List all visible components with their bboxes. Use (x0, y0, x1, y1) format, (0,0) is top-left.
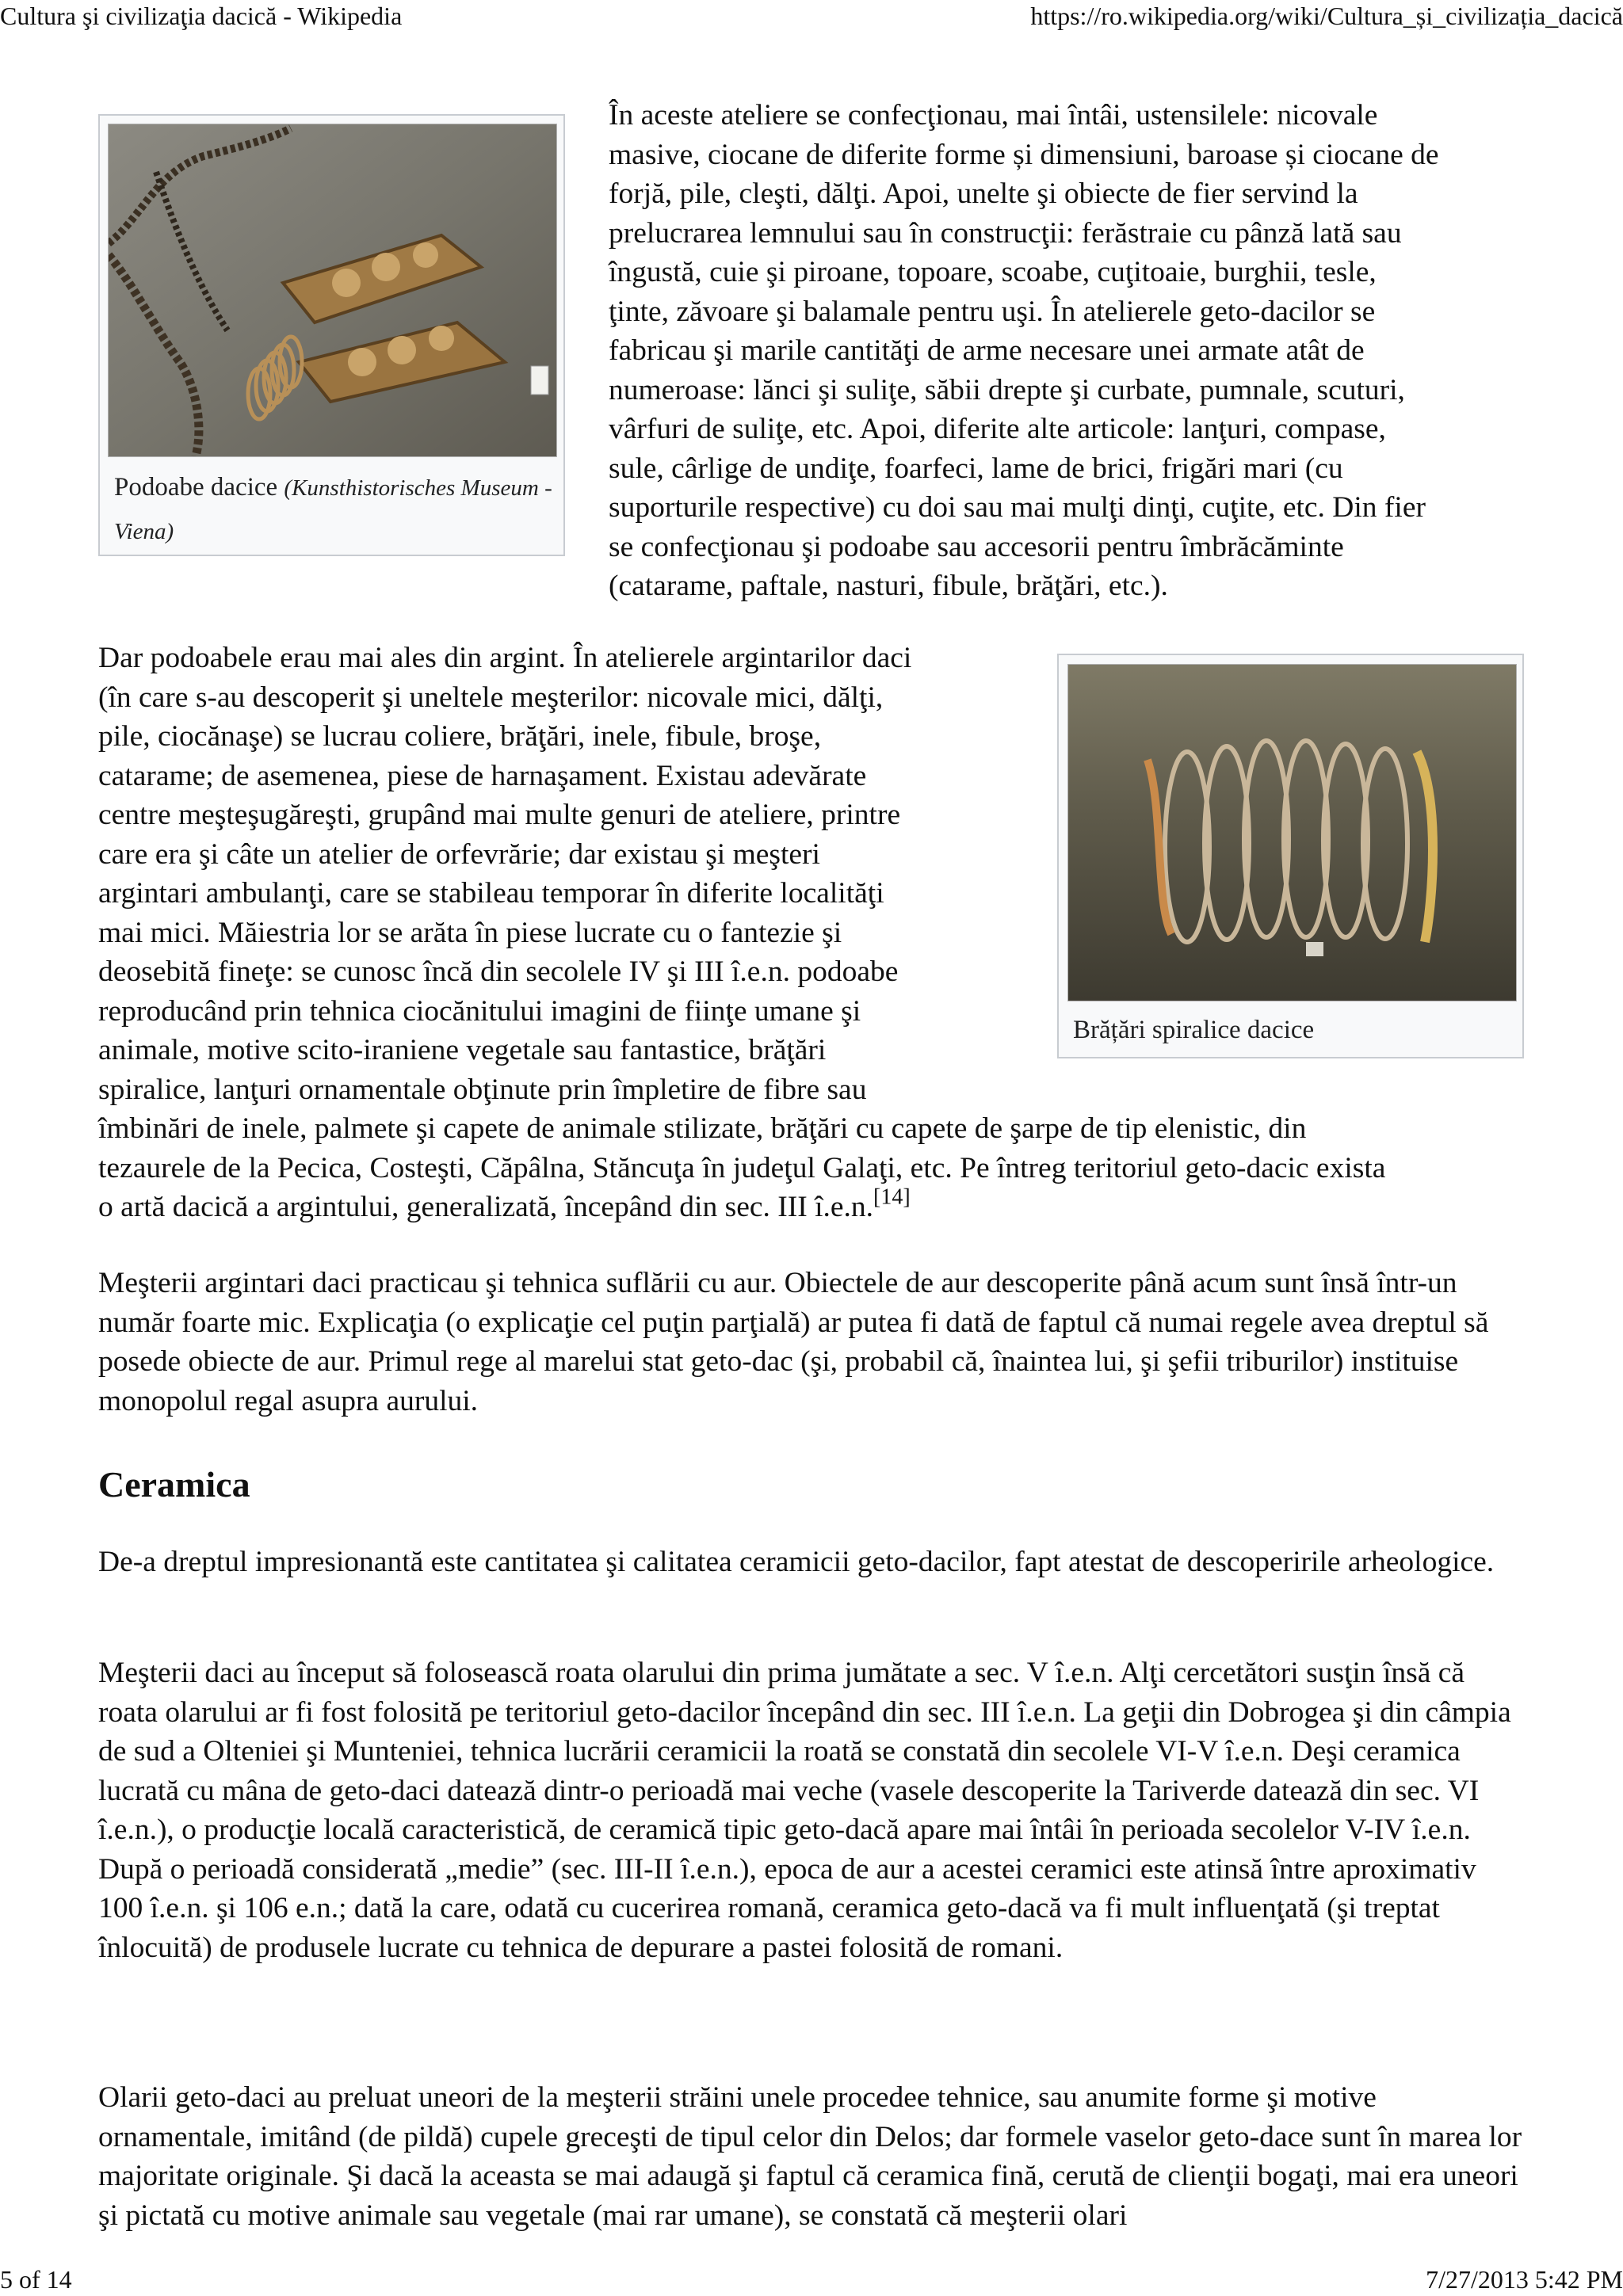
paragraph-4-text: De-a dreptul impresionantă este cantitatea şi calitatea ceramicii geto-dacilor, fapt atestat de descoperirile arheologice. (98, 1546, 1495, 1578)
figure-jewelry (98, 114, 565, 556)
p2-line: tezaurele de la Pecica, Costeşti, Căpâlna, Stăncuţa în judeţul Galaţi, etc. Pe întreg teritoriul geto-dacic exista (98, 1151, 1386, 1184)
print-footer-page: 5 of 14 (0, 2265, 72, 2294)
paragraph-5 (98, 1653, 1525, 1967)
p2-line: reproducând prin tehnica ciocănitului imagini de fiinţe umane şi (98, 994, 861, 1028)
figure-bracelets-caption: Brățări spiralice dacice (1073, 1016, 1315, 1044)
print-header-title: Cultura şi civilizaţia dacică - Wikipedia (0, 2, 403, 30)
p2-line: care era şi câte un atelier de orfevrărie; dar existau şi meşteri (98, 837, 820, 871)
p1-line: îngustă, cuie şi piroane, topoare, scoabe, cuţitoaie, burghii, tesle, (609, 256, 1377, 288)
paragraph-2 (98, 639, 1525, 1227)
p2-line: catarame; de asemenea, piese de harnaşament. Existau adevărate (98, 759, 867, 792)
p2-line: mai mici. Măiestria lor se arăta în piese lucrate cu o fantezie şi (98, 916, 842, 949)
p2-line: animale, motive scito-iraniene vegetale sau fantastice, brăţări (98, 1034, 827, 1066)
caption-main: Podoabe dacice (114, 473, 285, 502)
p2-line: argintari ambulanţi, care se stabileau temporar în diferite localităţi (98, 877, 884, 910)
print-footer-datetime: 7/27/2013 5:42 PM (1426, 2265, 1623, 2294)
paragraph-1 (609, 96, 1599, 606)
p1-line: numeroase: lănci şi suliţe, săbii drepte şi curbate, pumnale, scuturi, (609, 373, 1405, 406)
p1-line: ţinte, zăvoare şi balamale pentru uşi. În atelierele geto-dacilor se (609, 295, 1376, 328)
p2-line: spiralice, lanţuri ornamentale obţinute prin împletire de fibre sau (98, 1073, 867, 1106)
p2-line-text: o artă dacică a argintului, generalizată, începând din sec. III î.e.n. (98, 1191, 874, 1223)
p2-line-last (98, 1184, 1525, 1227)
paragraph-3-text: Meşterii argintari daci practicau şi tehnica suflării cu aur. Obiectele de aur descoperite până acum sunt însă într-un număr foarte mic. Explicaţia (o explicaţie cel puţin parţială) ar putea fi dată de faptul că numai regele avea dreptul să posede obiecte de aur. Primul rege al marelui stat geto-dac (şi, probabil că, înaintea lui, şi şefii triburilor) instituise monopolul regal asupra aurului. (98, 1267, 1489, 1417)
print-header-url: https://ro.wikipedia.org/wiki/Cultura_și_civilizația_dacică (1030, 2, 1623, 30)
p2-line: îmbinări de inele, palmete şi capete de animale stilizate, brăţări cu capete de şarpe de tip elenistic, din (98, 1112, 1307, 1145)
p1-line: forjă, pile, cleşti, dălţi. Apoi, unelte şi obiecte de fier servind la (609, 177, 1358, 210)
jewelry-image[interactable] (108, 124, 557, 457)
p1-line: (catarame, paftale, nasturi, fibule, brăţări, etc.). (609, 570, 1168, 602)
p1-line: În aceste ateliere se confecţionau, mai întâi, ustensilele: nicovale (609, 99, 1378, 132)
reference-link-14[interactable]: [14] (873, 1184, 911, 1210)
p1-line: suporturile respective) cu doi sau mai mulţi dinţi, cuţite, etc. Din fier (609, 491, 1426, 524)
p1-line: se confecţionau şi podoabe sau accesorii pentru îmbrăcăminte (609, 530, 1344, 563)
p1-line: sule, cârlige de undiţe, foarfeci, lame de brici, frigări mari (cu (609, 452, 1343, 485)
paragraph-4 (98, 1543, 1525, 1582)
figure-jewelry-caption (114, 466, 558, 553)
p2-line: deosebită fineţe: se cunosc încă din secolele IV şi III î.e.n. podoabe (98, 955, 899, 988)
p1-line: vârfuri de suliţe, etc. Apoi, diferite alte articole: lanţuri, compase, (609, 413, 1386, 445)
caption-italic: (Kunsthistorisches Museum - Viena) (114, 475, 552, 544)
section-heading-ceramica: Ceramica (98, 1464, 250, 1505)
p2-line: pile, ciocănaşe) se lucrau coliere, brăţări, inele, fibule, broşe, (98, 720, 822, 753)
paragraph-3 (98, 1264, 1525, 1421)
p1-line: prelucrarea lemnului sau în construcţii: ferăstraie cu pânză lată sau (609, 216, 1402, 250)
paragraph-6-text: Olarii geto-daci au preluat uneori de la meşterii străini unele procedee tehnice, sau anumite forme şi motive ornamentale, imitând (de pildă) cupele greceşti de tipul celor din Delos; dar formele vaselor geto-dace sunt în marea lor majoritate originale. Şi dacă la aceasta se mai adaugă şi faptul că ceramica fină, cerută de clienţii bogaţi, mai era uneori şi pictată cu motive animale sau vegetale (mai rar umane), se constată că meşterii olari (98, 2081, 1522, 2232)
p1-line: fabricau şi marile cantităţi de arme necesare unei armate atât de (609, 334, 1365, 367)
p2-line: centre meşteşugăreşti, grupând mai multe genuri de ateliere, printre (98, 799, 901, 831)
p2-line: Dar podoabele erau mai ales din argint. În atelierele argintarilor daci (98, 642, 912, 674)
paragraph-6 (98, 2078, 1525, 2235)
p2-line: (în care s-au descoperit şi uneltele meşterilor: nicovale mici, dălţi, (98, 681, 884, 714)
p1-line: masive, ciocane de diferite forme și dimensiuni, baroase și ciocane de (609, 138, 1439, 171)
paragraph-5-text: Meşterii daci au început să folosească roata olarului din prima jumătate a sec. V î.e.n. Alţi cercetători susţin însă că roata olarului ar fi fost folosită pe teritoriul geto-dacilor începând din sec. III î.e.n. La geţii din Dobrogea şi din câmpia de sud a Olteniei şi Munteniei, tehnica lucrării ceramicii la roată se constată din secolele VI-V î.e.n. Deşi ceramica lucrată cu mâna de geto-daci datează dintr-o perioadă mai veche (vasele descoperite la Tariverde datează din sec. VI î.e.n.), o producţie locală caracteristică, de ceramică tipic geto-dacă apare mai întâi în perioada secolelor V-IV î.e.n. După o perioadă considerată „medie” (sec. III-II î.e.n.), epoca de aur a acestei ceramici este atinsă între aproximativ 100 î.e.n. şi 106 e.n.; dată la care, odată cu cucerirea romană, ceramica geto-dacă va fi mult influenţată (şi treptat înlocuită) de produsele lucrate cu tehnica de depurare a pastei folosită de romani. (98, 1657, 1511, 1964)
jewelry-photo-graphic (109, 124, 556, 456)
